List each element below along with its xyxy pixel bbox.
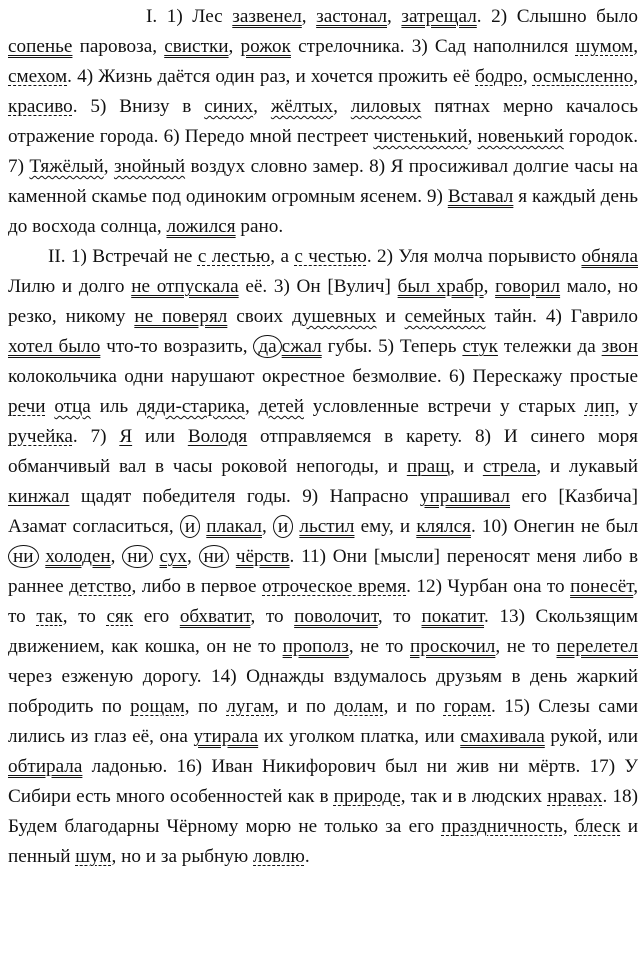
wavy-underlined-word: новенький xyxy=(477,126,564,147)
double-underlined-word: не поверял xyxy=(134,306,228,327)
double-underlined-word: смахивала xyxy=(460,726,545,747)
text-run: , xyxy=(562,816,575,837)
dashed-underlined-word: рощам xyxy=(130,696,185,717)
double-underlined-word: хотел было xyxy=(8,336,101,357)
text-run: . 11) Они [мысли] переносят меня либо в раннее xyxy=(8,546,638,597)
text-run: своих xyxy=(227,306,293,327)
dashed-underlined-word: лугам xyxy=(226,696,275,717)
text-run: , по xyxy=(184,696,227,717)
double-underlined-word: сух xyxy=(159,546,187,567)
text-run: . xyxy=(304,846,310,867)
wavy-underlined-word: дяди-старика xyxy=(136,396,245,417)
text-run: , либо в первое xyxy=(131,576,263,597)
dashed-underlined-word: шум xyxy=(75,846,112,867)
text-run: тележки да xyxy=(497,336,602,357)
wavy-underlined-word: отца xyxy=(54,396,91,417)
text-run: её. 3) Он [Вулич] xyxy=(238,276,398,297)
circled-word: ни xyxy=(199,545,230,568)
text-run: . 5) Внизу в xyxy=(72,96,205,117)
dashed-underlined-word: ручейка xyxy=(8,426,73,447)
wavy-underlined-word: семейных xyxy=(404,306,486,327)
wavy-underlined-word: лиловых xyxy=(350,96,422,117)
dashed-underlined-word: так xyxy=(36,606,63,627)
text-run: рано. xyxy=(235,216,284,237)
text-run: , а xyxy=(270,246,295,267)
text-run: , xyxy=(261,516,273,537)
double-underlined-word: зазвенел xyxy=(232,6,302,27)
double-underlined-word: не отпускала xyxy=(131,276,239,297)
double-underlined-word: Вставал xyxy=(447,186,514,207)
double-underlined-word: говорил xyxy=(495,276,561,297)
double-underlined-word: затрещал xyxy=(401,6,477,27)
wavy-underlined-word: знойный xyxy=(113,156,186,177)
text-run: мало, но резко, никому xyxy=(8,276,638,327)
dashed-underlined-word: лип xyxy=(584,396,615,417)
dashed-underlined-word: ловлю xyxy=(253,846,305,867)
double-underlined-word: обхватит xyxy=(179,606,251,627)
section-ii-paragraph xyxy=(8,242,638,872)
wavy-underlined-word: чистенький xyxy=(373,126,468,147)
text-run: рукой, или xyxy=(544,726,638,747)
dashed-underlined-word: отроческое время xyxy=(262,576,407,597)
text-run: , xyxy=(253,96,271,117)
section-i-paragraph xyxy=(8,2,638,242)
double-underlined-word: упрашивал xyxy=(419,486,511,507)
text-run: . 12) Чурбан она то xyxy=(406,576,571,597)
text-run: , у xyxy=(614,396,639,417)
text-run: , xyxy=(103,156,114,177)
circled-word: да xyxy=(253,335,281,358)
underlined-word: Я xyxy=(119,426,133,447)
text-run: тайн. 4) Гаврило xyxy=(485,306,638,327)
text-run: я каждый день до восхода солнца, xyxy=(8,186,638,237)
text-run xyxy=(46,396,55,417)
dashed-underlined-word: праздничность xyxy=(441,816,563,837)
double-underlined-word: рожок xyxy=(240,36,291,57)
text-run: их уголком платка, или xyxy=(258,726,461,747)
wavy-underlined-word: синих xyxy=(204,96,254,117)
dashed-underlined-word: долам xyxy=(334,696,384,717)
double-underlined-word: ложился xyxy=(166,216,236,237)
text-run: иль xyxy=(90,396,137,417)
text-run: , то xyxy=(62,606,107,627)
text-run: . 2) Уля молча порывисто xyxy=(366,246,582,267)
text-run: , и xyxy=(449,456,483,477)
text-run: , не то xyxy=(495,636,557,657)
double-underlined-word: был храбр xyxy=(397,276,484,297)
double-underlined-word: плакал xyxy=(206,516,262,537)
text-run: и пенный xyxy=(8,816,638,867)
text-run: . 7) xyxy=(72,426,120,447)
text-run: городок. 7) xyxy=(8,126,638,177)
text-run: I. 1) Лес xyxy=(146,6,233,27)
double-underlined-word: покатит xyxy=(421,606,485,627)
wavy-underlined-word: жёлтых xyxy=(270,96,334,117)
double-underlined-word: обняла xyxy=(581,246,638,267)
text-run: воздух словно замер. 8) Я просиживал долгие часы на каменной скамье под одиноким огромным ясенем. 9) xyxy=(8,156,639,207)
text-run: , xyxy=(633,66,639,87)
double-underlined-word: застонал xyxy=(316,6,388,27)
text-run xyxy=(153,546,160,567)
text-run: . 13) Скользящим движением, как кошка, он не то xyxy=(8,606,638,657)
double-underlined-word: льстил xyxy=(299,516,355,537)
double-underlined-word: клялся xyxy=(416,516,471,537)
underlined-word: Володя xyxy=(187,426,248,447)
double-underlined-word: поволочит xyxy=(294,606,378,627)
text-run: через езженую дорогу. 14) Однажды вздумалось друзьям в день жаркий побродить по xyxy=(8,666,638,717)
text-run: II. 1) Встречай не xyxy=(48,246,198,267)
dashed-underlined-word: нравах xyxy=(547,786,603,807)
wavy-underlined-word: Тяжёлый xyxy=(29,156,104,177)
text-run: губы. 5) Теперь xyxy=(321,336,463,357)
double-underlined-word: чёрств xyxy=(235,546,290,567)
text-run: . 2) Слышно было xyxy=(476,6,638,27)
circled-word: ни xyxy=(8,545,39,568)
dashed-underlined-word: осмысленно xyxy=(532,66,634,87)
text-run: , xyxy=(633,36,638,57)
double-underlined-word: проскочил xyxy=(409,636,496,657)
text-run: . 10) Онегин не был xyxy=(470,516,639,537)
text-run: , то xyxy=(250,606,295,627)
text-run: щадят победителя годы. 9) Напрасно xyxy=(69,486,420,507)
dashed-underlined-word: бодро xyxy=(475,66,523,87)
underlined-word: стук xyxy=(462,336,498,357)
circled-word: и xyxy=(180,515,200,538)
double-underlined-word: сжал xyxy=(281,336,322,357)
text-run: , xyxy=(522,66,533,87)
text-run: или xyxy=(132,426,188,447)
dashed-underlined-word: с лестью xyxy=(197,246,271,267)
text-run: его [Казбича] Азамат согласиться, xyxy=(8,486,638,537)
text-run: колокольчика одни нарушают окрестное безмолвие. 6) Перескажу простые xyxy=(8,366,638,387)
double-underlined-word: холоден xyxy=(45,546,111,567)
double-underlined-word: свистки xyxy=(164,36,229,57)
double-underlined-word: перелетел xyxy=(556,636,638,657)
text-run: ладонью. 16) Иван Никифорович был ни жив ни мёртв. 17) У Сибири есть много особенностей как в xyxy=(8,756,638,807)
double-underlined-word: утирала xyxy=(193,726,259,747)
text-run: , xyxy=(110,546,123,567)
underlined-word: стрела xyxy=(482,456,537,477)
text-run: , и лукавый xyxy=(536,456,638,477)
text-run xyxy=(229,546,236,567)
text-run: , xyxy=(301,6,317,27)
text-run: Лилю и долго xyxy=(8,276,132,297)
text-run: . 18) Будем благодарны Чёрному морю не только за его xyxy=(8,786,639,837)
dashed-underlined-word: красиво xyxy=(8,96,73,117)
text-run: , но и за рыбную xyxy=(111,846,253,867)
text-run: условленные встречи у старых xyxy=(303,396,585,417)
dashed-underlined-word: природе xyxy=(333,786,401,807)
text-run: , xyxy=(228,36,241,57)
dashed-underlined-word: блеск xyxy=(574,816,621,837)
dashed-underlined-word: детство xyxy=(69,576,132,597)
text-run: ему, и xyxy=(354,516,417,537)
wavy-underlined-word: детей xyxy=(258,396,304,417)
text-run: , так и в людских xyxy=(400,786,548,807)
dashed-underlined-word: сяк xyxy=(106,606,134,627)
dashed-underlined-word: с честью xyxy=(294,246,367,267)
text-run: стрелочника. 3) Сад наполнился xyxy=(290,36,576,57)
dashed-underlined-word: горам xyxy=(443,696,492,717)
text-run: , и по xyxy=(383,696,444,717)
text-run: . 4) Жизнь даётся один раз, и хочется прожить её xyxy=(67,66,476,87)
double-underlined-word: прополз xyxy=(282,636,349,657)
text-run: . 15) Слезы сами лились из глаз её, она xyxy=(8,696,638,747)
double-underlined-word: обтирала xyxy=(8,756,83,777)
underlined-word: звон xyxy=(601,336,639,357)
text-run: , xyxy=(483,276,496,297)
double-underlined-word: понесёт xyxy=(570,576,634,597)
text-run: , и по xyxy=(274,696,335,717)
text-run: пятнах мерно качалось отражение города. 6) Передо мной пестреет xyxy=(8,96,639,147)
double-underlined-word: сопенье xyxy=(8,36,73,57)
text-run: , xyxy=(333,96,351,117)
text-run: что-то возразить, xyxy=(100,336,254,357)
dashed-underlined-word: смехом xyxy=(8,66,68,87)
text-run: , xyxy=(244,396,259,417)
dashed-underlined-word: речи xyxy=(8,396,46,417)
text-run: и xyxy=(376,306,405,327)
text-run: , не то xyxy=(348,636,410,657)
text-run: , то xyxy=(8,576,639,627)
underlined-word: пращ xyxy=(406,456,450,477)
text-run: , то xyxy=(377,606,422,627)
text-run: , xyxy=(186,546,199,567)
circled-word: и xyxy=(273,515,293,538)
wavy-underlined-word: душевных xyxy=(292,306,377,327)
underlined-word: кинжал xyxy=(8,486,70,507)
text-run: паровоза, xyxy=(72,36,165,57)
text-run: , xyxy=(467,126,478,147)
dashed-underlined-word: шумом xyxy=(575,36,634,57)
text-run: его xyxy=(133,606,180,627)
text-run: , xyxy=(387,6,402,27)
circled-word: ни xyxy=(122,545,153,568)
text-run: отправляемся в карету. 8) И синего моря обманчивый вал в часы роковой непогоды, и xyxy=(8,426,638,477)
